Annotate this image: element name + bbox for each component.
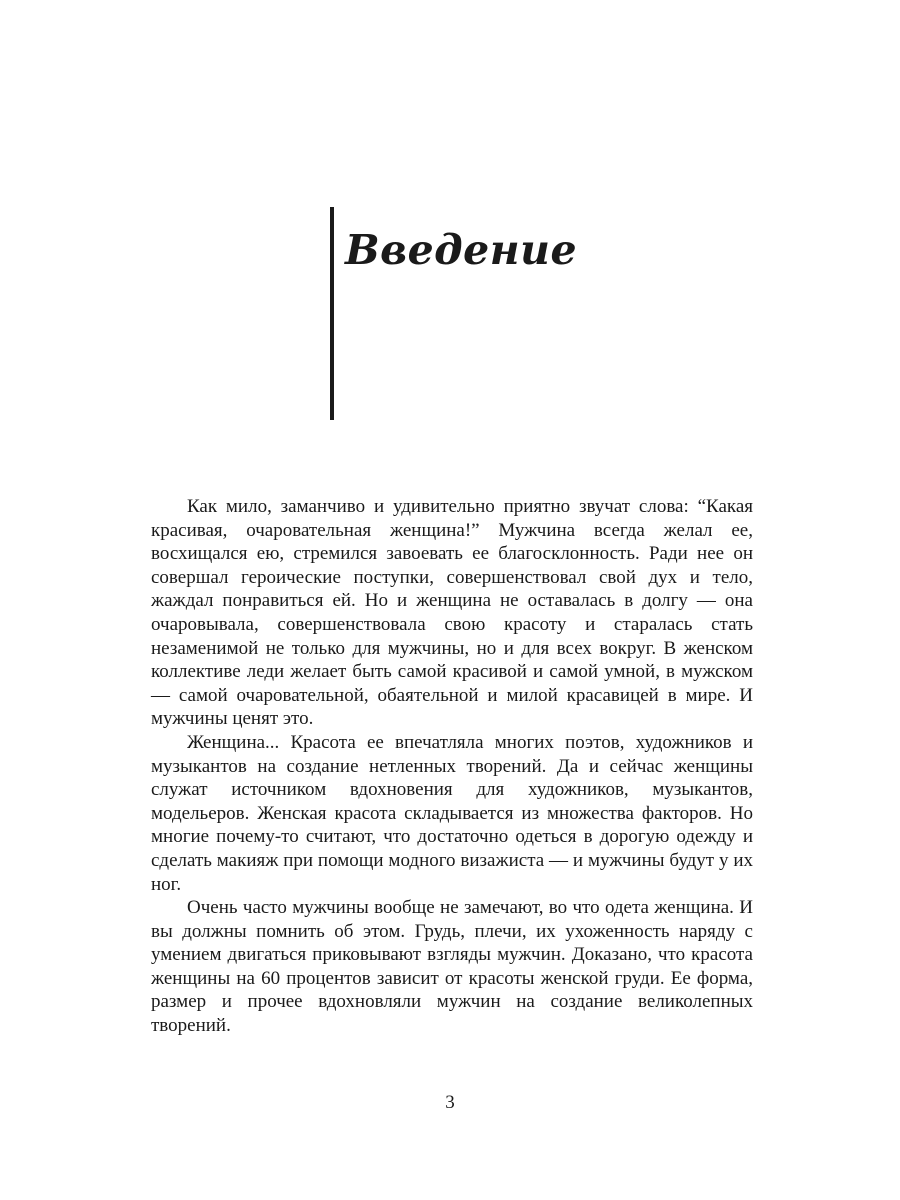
paragraph: Очень часто мужчины вообще не замечают, во что одета женщина. И вы должны помнить об этом. Грудь, плечи, их ухоженность наряду с умением двигаться приковывают взгляды мужчин. Доказано, что красота женщины на 60 процентов зависит от красоты женской груди. Ее форма, размер и прочее вдохновляли мужчин на создание великолепных творений. xyxy=(151,897,753,1037)
chapter-divider xyxy=(330,207,334,420)
paragraph: Женщина... Красота ее впечатляла многих поэтов, художников и музыкантов на создание нетленных творений. Да и сейчас женщины служат источником вдохновения для художников, музыкантов, модельеров. Женская красота складывается из множества факторов. Но многие почему-то считают, что достаточно одеться в дорогую одежду и сделать макияж при помощи модного визажиста — и мужчины будут у их ног. xyxy=(151,731,753,895)
chapter-title: Введение xyxy=(345,226,578,274)
paragraph: Как мило, заманчиво и удивительно приятно звучат слова: “Какая красивая, очаровательная женщина!” Мужчина всегда желал ее, восхищался ею, стремился завоевать ее благосклонность. Ради нее он совершал героические поступки, совершенствовал свой дух и тело, жаждал понравиться ей. Но и женщина не оставалась в долгу — она очаровывала, совершенствовала свою красоту и старалась стать незаменимой не только для мужчины, но и для всех вокруг. В женском коллективе леди желает быть самой красивой и самой умной, в мужском — самой очаровательной, обаятельной и милой красавицей в мире. И мужчины ценят это. xyxy=(151,496,753,730)
body-text xyxy=(151,495,753,1038)
page-number: 3 xyxy=(445,1092,455,1113)
